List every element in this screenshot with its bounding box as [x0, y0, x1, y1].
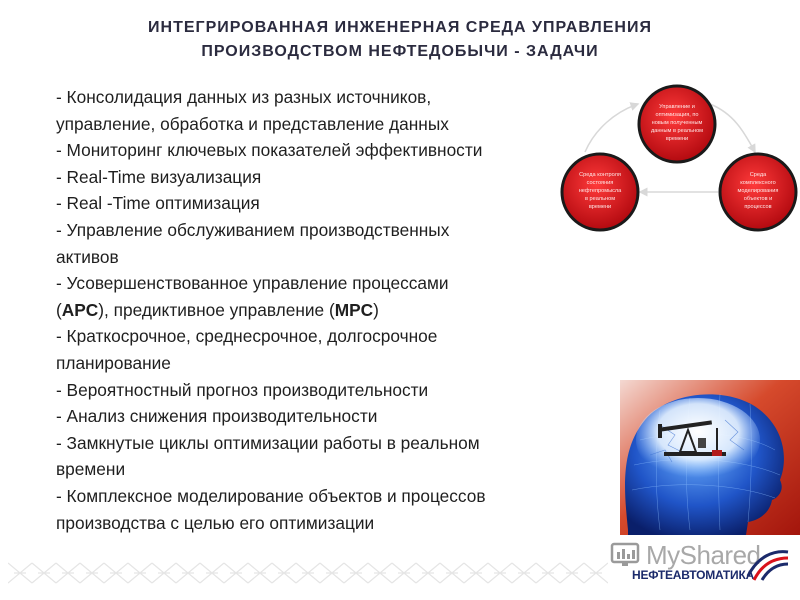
brand-name: НЕФТЕАВТОМАТИКА: [632, 568, 755, 582]
cycle-node-right: [720, 154, 796, 230]
lattice-segment: [296, 563, 320, 583]
footer-pattern-band: [8, 561, 608, 585]
cycle-diagram: [560, 84, 800, 234]
lattice-segment: [272, 563, 296, 583]
node-line: состояния: [586, 180, 614, 186]
lattice-segment: [392, 563, 416, 583]
node-line: комплексного: [740, 180, 776, 186]
text-fragment: (: [56, 299, 62, 320]
cycle-arrow: [585, 104, 638, 152]
node-line: времени: [588, 204, 612, 210]
mpc-term: MPC: [334, 299, 374, 320]
lattice-segment: [464, 563, 488, 583]
node-line: времени: [665, 136, 689, 142]
lattice-segment: [248, 563, 272, 583]
lattice-segment: [176, 563, 200, 583]
node-line: оптимизация, по: [655, 112, 699, 118]
cycle-arrow: [710, 104, 755, 152]
lattice-segment: [152, 563, 176, 583]
bullet-line: - Анализ снижения производительности: [56, 406, 378, 427]
node-line: новым полученным: [651, 120, 703, 126]
node-line: моделирования: [737, 188, 779, 194]
bullet-line: - Управление обслуживанием производственных: [56, 219, 450, 240]
text-fragment: ), предиктивное управление (: [98, 299, 335, 320]
lattice-segment: [8, 563, 32, 583]
bullet-line: - Усовершенствованное управление процессами: [56, 273, 449, 294]
bullet-line-apc-mpc: [56, 297, 576, 324]
title-line-1: ИНТЕГРИРОВАННАЯ ИНЖЕНЕРНАЯ СРЕДА УПРАВЛЕНИЯ: [148, 19, 652, 36]
node-line: в реальном: [584, 196, 616, 202]
node-line: процессов: [744, 204, 772, 210]
lattice-segment: [512, 563, 536, 583]
node-line: Управление и: [659, 104, 695, 110]
brain-oil-pump-illustration: [620, 380, 800, 535]
lattice-segment: [320, 563, 344, 583]
text-fragment: ): [373, 299, 379, 320]
lattice-segment: [104, 563, 128, 583]
task-list: [56, 84, 576, 536]
bullet-line: планирование: [56, 352, 171, 373]
node-line: объектов и: [743, 196, 773, 202]
lattice-segment: [416, 563, 440, 583]
lattice-segment: [56, 563, 80, 583]
lattice-segment: [488, 563, 512, 583]
watermark-text: MyShared: [646, 540, 761, 570]
bullet-line: - Real -Time оптимизация: [56, 193, 260, 214]
bullet-line: активов: [56, 246, 119, 267]
node-line: Среда контроля: [579, 172, 621, 178]
title-line-2: ПРОИЗВОДСТВОМ НЕФТЕДОБЫЧИ - ЗАДАЧИ: [201, 43, 599, 60]
lattice-segment: [584, 563, 608, 583]
bullet-line: управление, обработка и представление данных: [56, 113, 449, 134]
myshared-logo-icon: [610, 540, 642, 568]
lattice-segment: [344, 563, 368, 583]
neftavtomatika-logo-icon: [744, 546, 792, 582]
bullet-line: - Краткосрочное, среднесрочное, долгосрочное: [56, 326, 438, 347]
bullet-line: - Замкнутые циклы оптимизации работы в реальном: [56, 432, 480, 453]
lattice-segment: [32, 563, 56, 583]
lattice-segment: [440, 563, 464, 583]
node-line: нефтепромысла: [578, 188, 622, 194]
bullet-line: - Мониторинг ключевых показателей эффективности: [56, 140, 483, 161]
node-line: Среда: [749, 172, 767, 178]
lattice-segment: [80, 563, 104, 583]
lattice-segment: [128, 563, 152, 583]
lattice-segment: [560, 563, 584, 583]
bullet-line: - Вероятностный прогноз производительности: [56, 379, 429, 400]
bullet-line: времени: [56, 459, 126, 480]
lattice-segment: [224, 563, 248, 583]
cycle-node-left: [562, 154, 638, 230]
apc-term: APC: [61, 299, 99, 320]
node-line: данным в реальном: [650, 128, 704, 134]
lattice-segment: [368, 563, 392, 583]
lattice-segment: [536, 563, 560, 583]
bullet-line: - Комплексное моделирование объектов и процессов: [56, 485, 486, 506]
bullet-line: - Консолидация данных из разных источников,: [56, 87, 432, 107]
bullet-line: производства с целью его оптимизации: [56, 512, 375, 533]
slide-title: [40, 16, 760, 64]
lattice-segment: [200, 563, 224, 583]
cycle-node-top: [639, 86, 715, 162]
bullet-line: - Real-Time визуализация: [56, 166, 262, 187]
